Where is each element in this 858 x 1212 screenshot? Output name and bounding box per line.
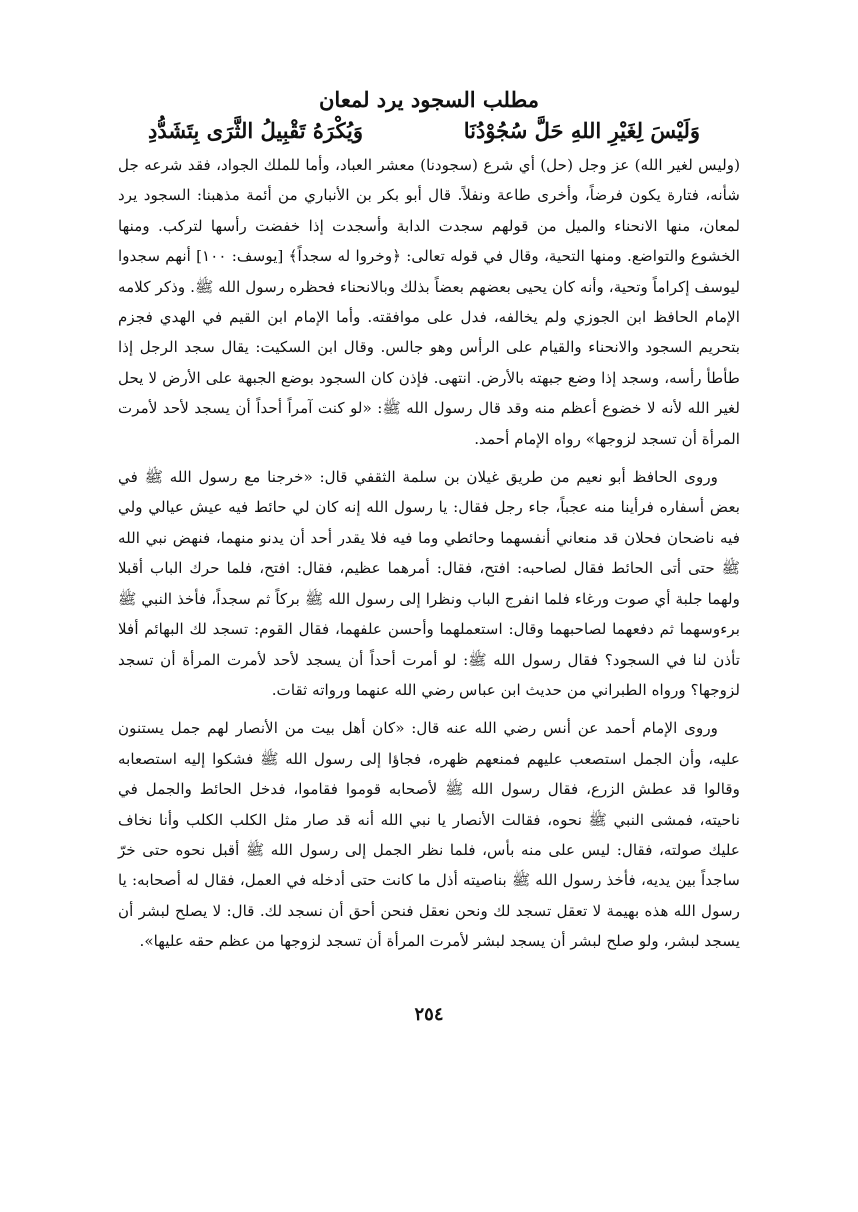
paragraph-abu-nuaym-narration: وروى الحافظ أبو نعيم من طريق غيلان بن سلمة الثقفي قال: «خرجنا مع رسول الله ﷺ في بعض أسفاره فرأينا منه عجباً، جاء رجل فقال: يا رسول الله إنه كان لي حائط فيه عيش عيالي ولي فيه ناضحان فحلان قد منعاني أنفسهما وحائطي وما فيه فلا يقدر أحد أن يدنو منهما، فنهض نبي الله ﷺ حتى أتى الحائط فقال لصاحبه: افتح، فقال: أمرهما عظيم، فقال: افتح، فلما حرك الباب أقبلا ولهما جلبة أي صوت ورغاء فلما انفرج الباب ونظرا إلى رسول الله ﷺ بركاً ثم سجداً، فأخذ النبي ﷺ برءوسهما ثم دفعهما لصاحبهما وقال: استعملهما وأحسن علفهما، فقال القوم: تسجد لك البهائم أفلا تأذن لنا في السجود؟ فقال رسول الله ﷺ: لو أمرت أحداً أن يسجد لأحد لأمرت المرأة أن تسجد لزوجها؟ ورواه الطبراني من حديث ابن عباس رضي الله عنهما ورواته ثقات. [118, 468, 740, 699]
paragraph-gap [118, 454, 740, 462]
poem-verse [118, 116, 740, 146]
paragraph-commentary: (وليس لغير الله) عز وجل (حل) أي شرع (سجودنا) معشر العباد، وأما للملك الجواد، فقد شرعه جل شأنه، فتارة يكون فرضاً، وأخرى طاعة ونفلاً. قال أبو بكر بن الأنباري من أئمة مذهبنا: السجود يرد لمعان، منها الانحناء والميل من قولهم سجدت الدابة وأسجدت إذا خفضت رأسها لتركب. ومنها الخشوع والتواضع. ومنها التحية، وقال في قوله تعالى: ﴿وخروا له سجداً﴾ [يوسف: ١٠٠] أنهم سجدوا ليوسف إكراماً وتحية، وأنه كان يحيى بعضهم بعضاً بذلك وبالانحناء فحظره رسول الله ﷺ. وذكر كلامه الإمام الحافظ ابن الجوزي ولم يخالفه، فدل على موافقته. وأما الإمام ابن القيم في الهدي فجزم بتحريم السجود والانحناء والقيام على الرأس وهو جالس. وقال ابن السكيت: يقال سجد الرجل إذا طأطأ رأسه، وسجد إذا وضع جبهته بالأرض. انتهى. فإذن كان السجود بوضع الجبهة على الأرض لا يحل لغير الله لأنه لا خضوع أعظم منه وقد قال رسول الله ﷺ: «لو كنت آمراً أحداً أن يسجد لأحد لأمرت المرأة أن تسجد لزوجها» رواه الإمام أحمد. [118, 156, 740, 448]
paragraph-ahmad-narration: وروى الإمام أحمد عن أنس رضي الله عنه قال: «كان أهل بيت من الأنصار لهم جمل يستنون عليه، وأن الجمل استصعب عليهم فمنعهم ظهره، فجاؤا إلى رسول الله ﷺ فشكوا إليه استصعابه وقالوا قد عطش الزرع، فقال رسول الله ﷺ لأصحابه قوموا فقاموا، فدخل الحائط والجمل في ناحيته، فمشى النبي ﷺ نحوه، فقالت الأنصار يا نبي الله أنه قد صار مثل الكلب الكلب وأنا نخاف عليك صولته، فقال: ليس على منه بأس، فلما نظر الجمل إلى رسول الله ﷺ أقبل نحوه حتى خرّ ساجداً بين يديه، فأخذ رسول الله ﷺ بناصيته أذل ما كانت حتى أدخله في العمل، فقال له أصحابه: يا رسول الله هذه بهيمة لا تعقل تسجد لك ونحن نعقل فنحن أحق أن نسجد لك. قال: لا يصلح لبشر أن يسجد لبشر، ولو صلح لبشر أن يسجد لبشر لأمرت المرأة أن تسجد لزوجها من عظم حقه عليها». [118, 719, 740, 951]
section-heading: مطلب السجود يرد لمعان [319, 87, 539, 112]
paragraph-gap [118, 705, 740, 713]
verse-second-hemistich: وَيُكْرَهُ تَقْبِيلُ الثَّرَى بِتَشَدُّدِ [148, 118, 364, 143]
verse-first-hemistich: وَلَيْسَ لِغَيْرِ اللهِ حَلَّ سُجُوْدُنَا [463, 118, 700, 143]
page-number: ٢٥٤ [414, 1004, 444, 1025]
